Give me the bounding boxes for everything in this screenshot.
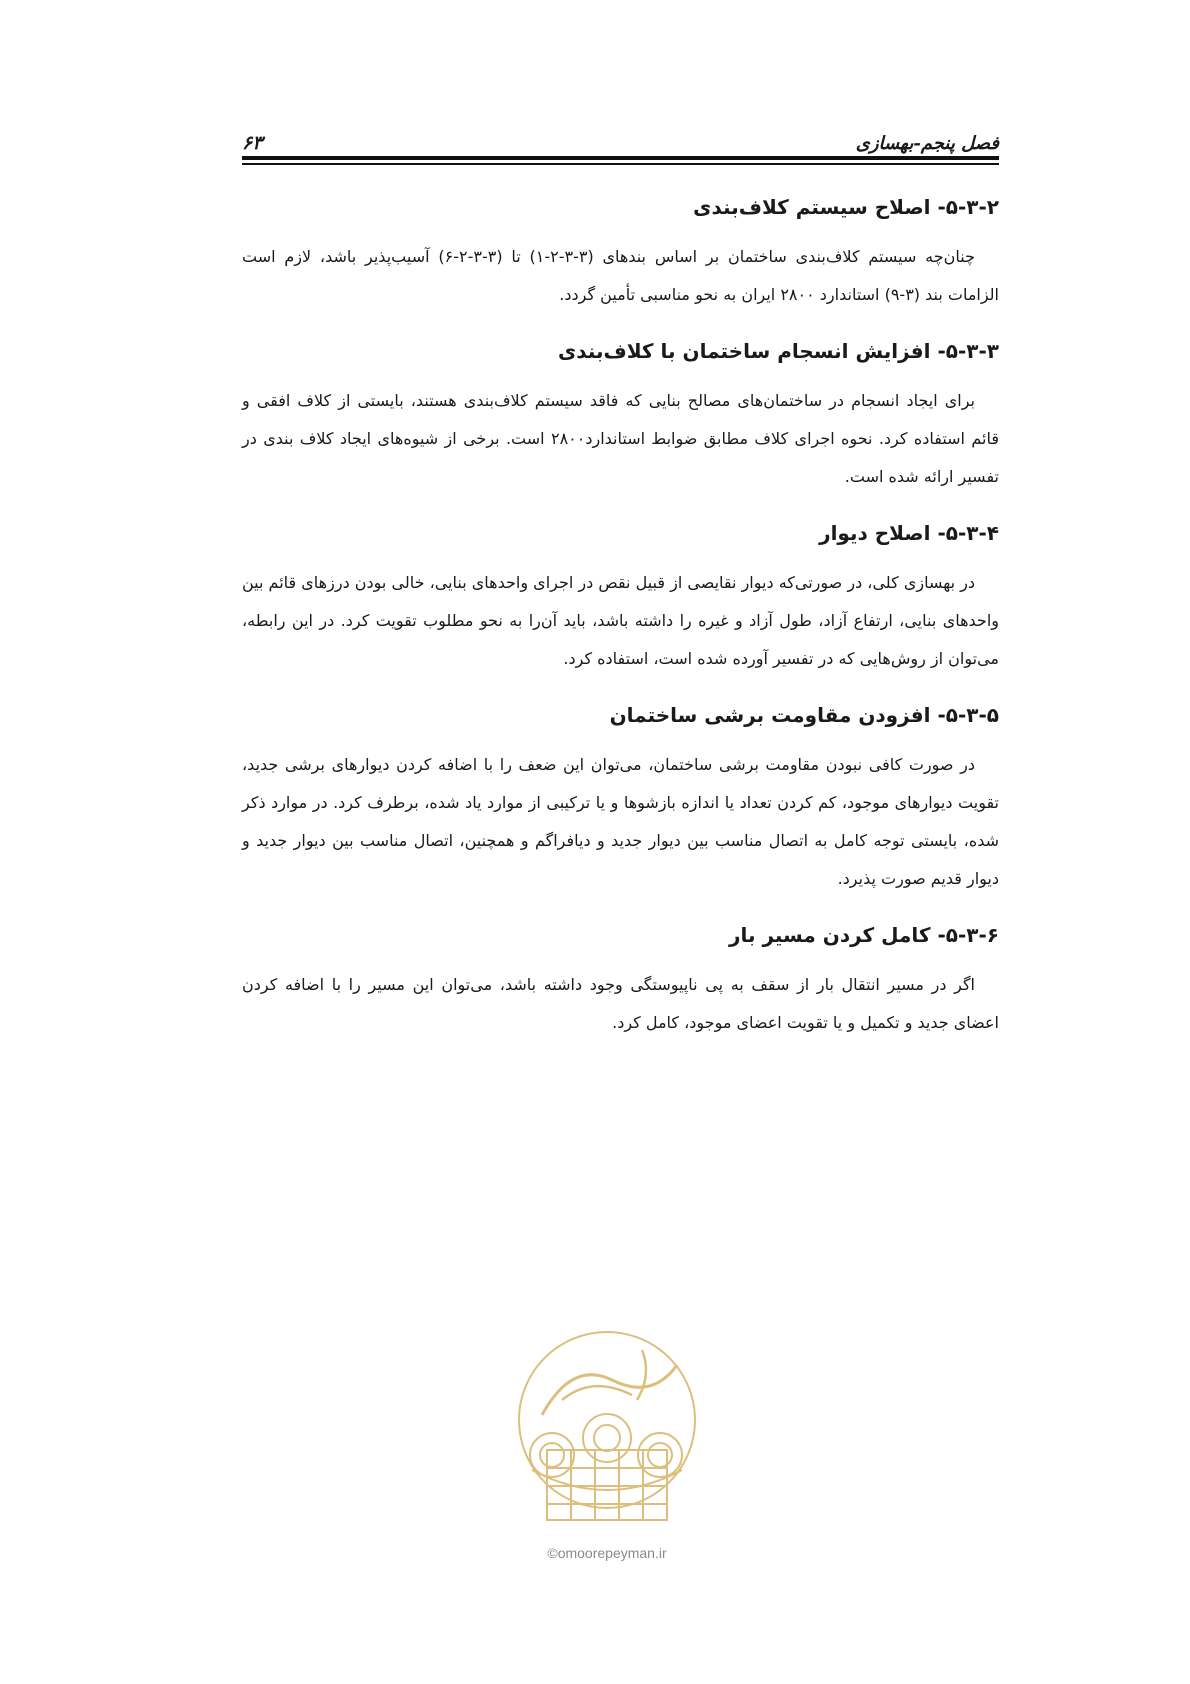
section-paragraph: اگر در مسیر انتقال بار از سقف به پی ناپیوستگی وجود داشته باشد، می‌توان این مسیر را با اضافه کردن اعضای جدید و تکمیل و یا تقویت اعضای موجود، کامل کرد. <box>242 975 999 1032</box>
section-paragraph: چنان‌چه سیستم کلاف‌بندی ساختمان بر اساس بندهای (۳-۳-۲-۱) تا (۳-۳-۲-۶) آسیب‌پذیر باشد، لازم است الزامات بند (۳-۹) استاندارد ۲۸۰۰ ایران به نحو مناسبی تأمین گردد. <box>242 247 999 304</box>
section-heading: ۵-۳-۳- افزایش انسجام ساختمان با کلاف‌بندی <box>557 339 999 363</box>
section-paragraph: در بهسازی کلی، در صورتی‌که دیوار نقایصی از قبیل نقص در اجرای واحدهای بنایی، خالی بودن درزهای قائم بین واحدهای بنایی، ارتفاع آزاد، طول آزاد و غیره را داشته باشد، باید آن‌را به نحو مطلوب تقویت کرد. در این رابطه، می‌توان از روش‌هایی که در تفسیر آورده شده است، استفاده کرد. <box>242 573 999 668</box>
copyright-icon: © <box>547 1545 558 1561</box>
watermark-site-text: omoorepeyman.ir <box>557 1545 667 1561</box>
section-heading: ۵-۳-۶- کامل کردن مسیر بار <box>728 923 999 947</box>
section-paragraph: برای ایجاد انسجام در ساختمان‌های مصالح بنایی که فاقد سیستم کلاف‌بندی هستند، بایستی از کلاف افقی و قائم استفاده کرد. نحوه اجرای کلاف مطابق ضوابط استاندارد۲۸۰۰ است. برخی از شیوه‌های ایجاد کلاف بندی در تفسیر ارائه شده است. <box>242 391 999 486</box>
watermark-site <box>492 1545 722 1561</box>
page-number: ۶۳ <box>242 132 263 154</box>
body-content <box>242 190 999 1062</box>
section-heading: ۵-۳-۴- اصلاح دیوار <box>819 521 999 545</box>
running-header <box>242 118 999 154</box>
section-3 <box>242 334 999 496</box>
section-6 <box>242 918 999 1042</box>
section-4 <box>242 516 999 678</box>
watermark-logo-icon <box>492 1320 722 1540</box>
chapter-title: فصل پنجم-بهسازی <box>855 133 999 154</box>
section-heading: ۵-۳-۲- اصلاح سیستم کلاف‌بندی <box>693 195 999 219</box>
section-2 <box>242 190 999 314</box>
section-heading: ۵-۳-۵- افزودن مقاومت برشی ساختمان <box>609 703 999 727</box>
header-rule-thick <box>242 156 999 160</box>
section-5 <box>242 698 999 898</box>
header-rule-thin <box>242 163 999 165</box>
section-paragraph: در صورت کافی نبودن مقاومت برشی ساختمان، می‌توان این ضعف را با اضافه کردن دیوارهای برشی جدید، تقویت دیوارهای موجود، کم کردن تعداد یا اندازه بازشوها و یا ترکیبی از موارد یاد شده، برطرف کرد. در موارد ذکر شده، بایستی توجه کامل به اتصال مناسب بین دیوار جدید و دیافراگم و همچنین، اتصال مناسب بین دیوار جدید و دیوار قدیم صورت پذیرد. <box>242 755 999 888</box>
